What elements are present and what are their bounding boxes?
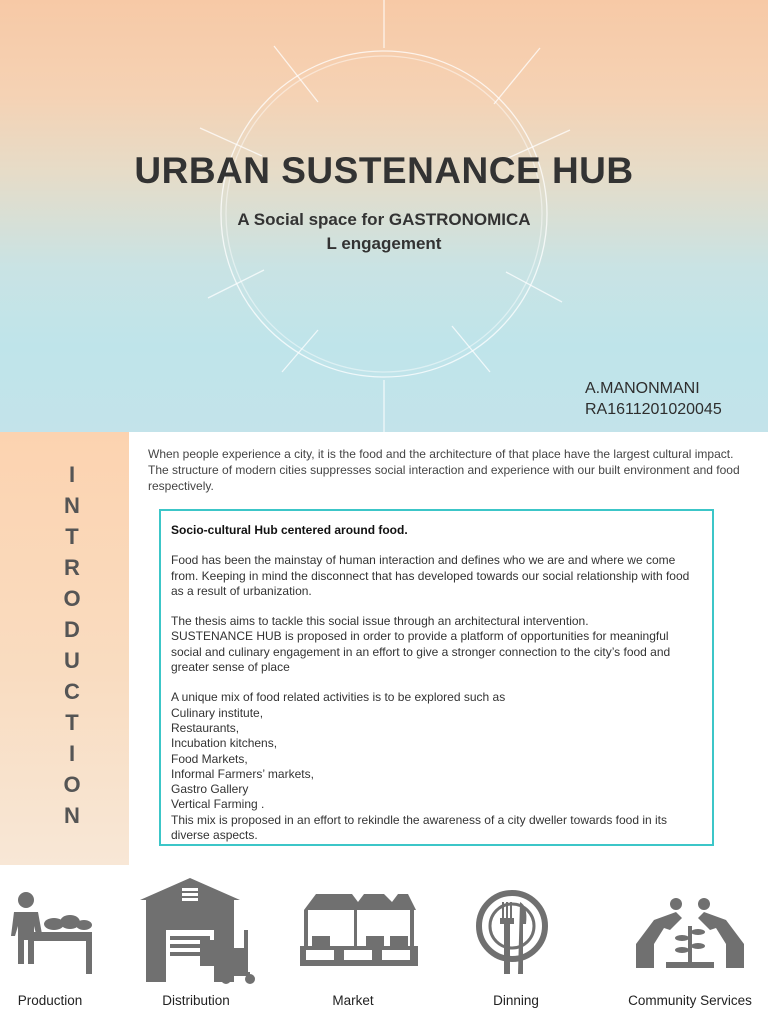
list-item: Gastro Gallery (171, 782, 249, 797)
sidebar-letter: R (64, 555, 80, 580)
production-label: Production (17, 993, 83, 1008)
author-id: RA1611201020045 (585, 401, 722, 418)
author-name: A.MANONMANI (585, 380, 700, 397)
dinning-label: Dinning (493, 993, 539, 1008)
sidebar-letter: O (63, 586, 81, 611)
market-label: Market (332, 993, 374, 1008)
sidebar-letter: D (64, 617, 80, 642)
sidebar-letter: I (68, 462, 76, 487)
sidebar-letter: N (64, 803, 80, 828)
market-stall-icon (300, 886, 418, 966)
subtitle (212, 208, 556, 256)
warehouse-truck-icon (140, 878, 262, 984)
box-paragraph-2: The thesis aims to tackle this social issue through an architectural intervention. (171, 614, 589, 629)
page-title: URBAN SUSTENANCE HUB (134, 150, 634, 191)
subtitle-line-2: L engagement (326, 234, 442, 253)
sidebar-letter: T (65, 524, 79, 549)
box-heading: Socio-cultural Hub centered around food. (171, 523, 408, 537)
title-banner (0, 0, 768, 432)
sidebar-letter: T (65, 710, 79, 735)
community-services-icon (636, 898, 744, 970)
list-item: Culinary institute, (171, 705, 264, 720)
list-item: Vertical Farming . (171, 797, 265, 812)
author-block (585, 378, 722, 420)
box-paragraph-1: Food has been the mainstay of human interaction and defines who we are and where we come from. Keeping in mind the disconnect that has developed towards our social relationship with food as a result of urbanization. (171, 553, 690, 598)
box-paragraph-3: SUSTENANCE HUB is proposed in order to provide a platform of opportunities for meaningful social and culinary engagement in an effort to give a stronger connection to the city’s food and greater sense of place (171, 629, 671, 675)
sidebar-letter: O (63, 772, 81, 797)
dining-plate-icon (474, 888, 550, 976)
sidebar-letter: C (64, 679, 80, 704)
production-icon (6, 888, 96, 976)
sidebar-letter: N (64, 493, 80, 518)
subtitle-line-1: A Social space for GASTRONOMICA (237, 210, 531, 229)
box-closing: This mix is proposed in an effort to rekindle the awareness of a city dweller towards food in its diverse aspects. (171, 812, 668, 843)
list-item: Informal Farmers’ markets, (171, 766, 314, 781)
list-item: Restaurants, (171, 720, 240, 735)
sidebar-letter: U (64, 648, 80, 673)
intro-paragraph: When people experience a city, it is the food and the architecture of that place have the largest cultural impact. The structure of modern cities suppresses social interaction and experience with our built environment and food respectively. (148, 447, 740, 493)
sidebar-letter: I (68, 741, 76, 766)
box-list-intro: A unique mix of food related activities is to be explored such as (171, 690, 506, 705)
summary-box (159, 509, 714, 846)
list-item: Food Markets, (171, 751, 248, 766)
introduction-sidebar (0, 432, 129, 865)
list-item: Incubation kitchens, (171, 736, 278, 751)
community-services-label: Community Services (628, 993, 752, 1008)
distribution-label: Distribution (162, 993, 230, 1008)
